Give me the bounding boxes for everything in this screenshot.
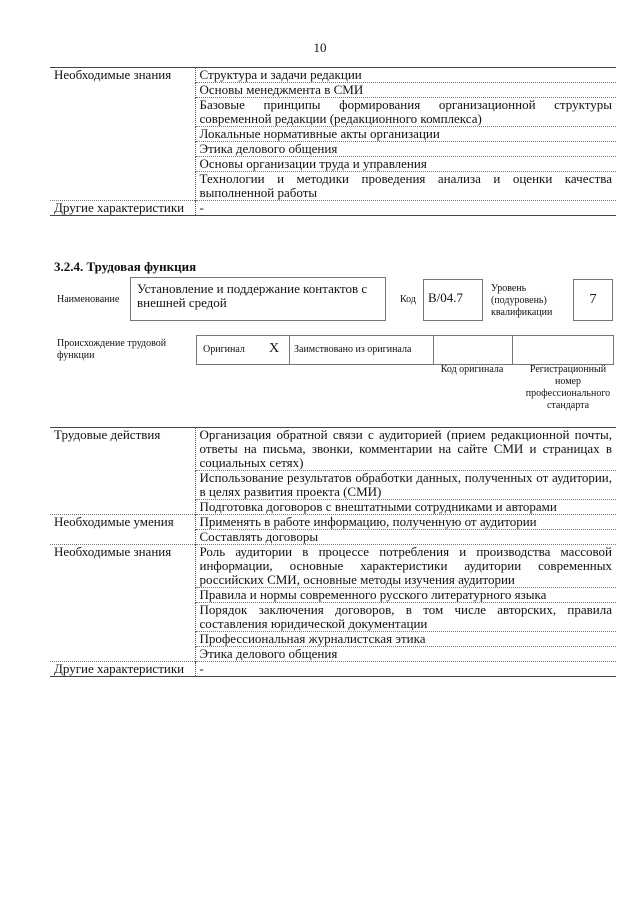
function-name-box: Установление и поддержание контактов с внешней средой (130, 277, 386, 321)
action-item: Использование результатов обработки данных, полученных от аудитории, в целях развития проекта (СМИ) (195, 471, 616, 500)
other-item: - (195, 662, 616, 677)
row-label: Другие характеристики (50, 201, 195, 216)
original-cell (197, 336, 290, 364)
reg-number-label: Регистрационный номер профессионального стандарта (525, 364, 611, 411)
requirements-table-1 (50, 67, 616, 216)
original-mark: X (269, 341, 280, 356)
borrowed-label: Заимствовано из оригинала (294, 344, 412, 355)
name-label: Наименование (57, 294, 120, 305)
page-number: 10 (313, 40, 327, 55)
original-label: Оригинал (203, 344, 245, 355)
action-item: Подготовка договоров с внештатными сотрудниками и авторами (195, 500, 616, 515)
code-original-label: Код оригинала (440, 364, 504, 375)
knowledge-item: Роль аудитории в процессе потребления и производства массовой информации, основные характеристики аудитории современных российских СМИ, основные методы изучения аудитории (195, 545, 616, 588)
knowledge-item: Локальные нормативные акты организации (195, 127, 616, 142)
code-label: Код (400, 294, 416, 305)
row-label: Необходимые знания (50, 68, 195, 201)
action-item: Организация обратной связи с аудиторией (прием редакционной почты, ответы на письма, звонки, комментарии на сайте СМИ и страницах в социальных сетях) (195, 428, 616, 471)
origin-label: Происхождение трудовой функции (57, 338, 167, 361)
level-box: 7 (573, 279, 613, 321)
row-label: Необходимые умения (50, 515, 195, 545)
knowledge-item: Основы организации труда и управления (195, 157, 616, 172)
code-original-cell (434, 336, 513, 364)
borrowed-cell (290, 336, 434, 364)
skill-item: Применять в работе информацию, полученную от аудитории (195, 515, 616, 530)
function-code-box: B/04.7 (423, 279, 483, 321)
knowledge-item: Этика делового общения (195, 647, 616, 662)
knowledge-item: Структура и задачи редакции (195, 68, 616, 83)
section-title: 3.2.4. Трудовая функция (54, 259, 197, 274)
knowledge-item: Этика делового общения (195, 142, 616, 157)
knowledge-item: Порядок заключения договоров, в том числе авторских, правила составления юридической документации (195, 603, 616, 632)
level-label: Уровень (подуровень) квалификации (491, 283, 553, 318)
row-label: Другие характеристики (50, 662, 195, 677)
origin-row (196, 335, 614, 365)
knowledge-item: Правила и нормы современного русского литературного языка (195, 588, 616, 603)
knowledge-item: Профессиональная журналистская этика (195, 632, 616, 647)
row-label: Трудовые действия (50, 428, 195, 515)
reg-number-cell (513, 336, 613, 364)
requirements-table-2 (50, 427, 616, 677)
row-label: Необходимые знания (50, 545, 195, 662)
knowledge-item: Основы менеджмента в СМИ (195, 83, 616, 98)
knowledge-item: Технологии и методики проведения анализа и оценки качества выполненной работы (195, 172, 616, 201)
knowledge-item: Базовые принципы формирования организационной структуры современной редакции (редакционного комплекса) (195, 98, 616, 127)
skill-item: Составлять договоры (195, 530, 616, 545)
other-item: - (195, 201, 616, 216)
